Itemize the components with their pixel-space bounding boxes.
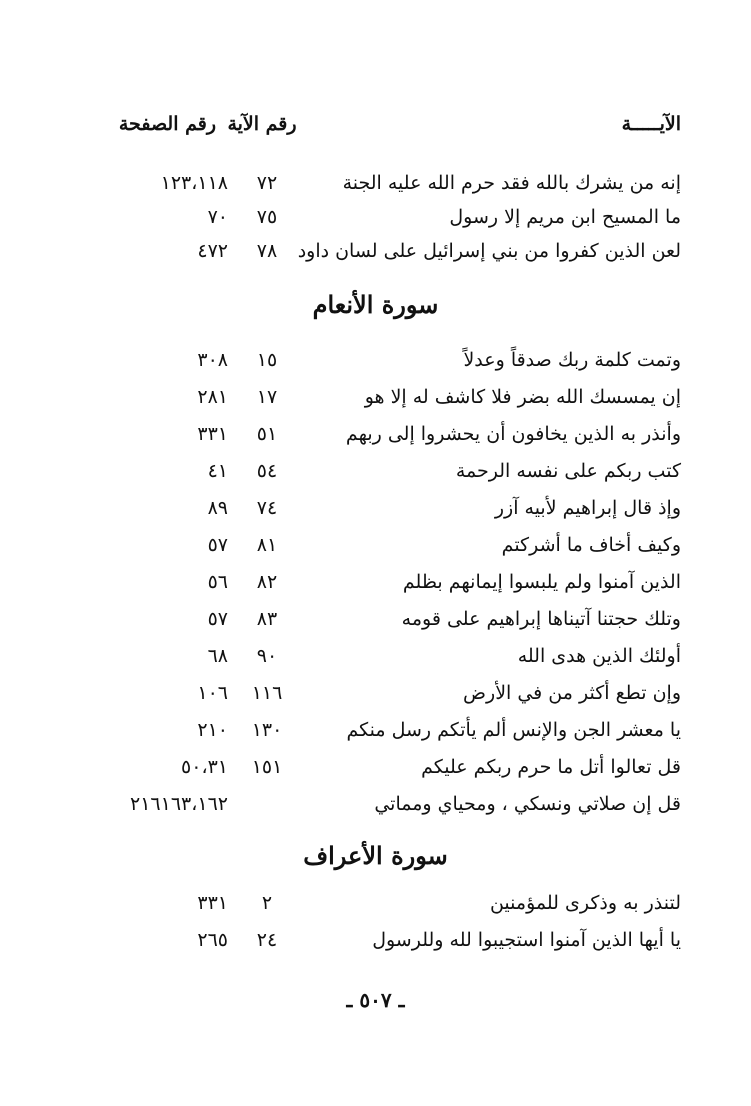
verse-text: كتب ربكم على نفسه الرحمة bbox=[455, 460, 681, 482]
verse-text: قل إن صلاتي ونسكي ، ومحياي ومماتي bbox=[374, 793, 681, 815]
page-folio-number: ـ ٥٠٧ ـ bbox=[346, 988, 405, 1012]
table-row bbox=[0, 418, 751, 450]
verse-text: أولئك الذين هدى الله bbox=[517, 645, 681, 667]
verse-text: يا معشر الجن والإنس ألم يأتكم رسل منكم bbox=[346, 719, 681, 741]
ayah-number: ٨٢ bbox=[256, 571, 278, 593]
verse-text: وكيف أخاف ما أشركتم bbox=[501, 534, 681, 556]
page-number: ٥٦ bbox=[207, 571, 228, 593]
ayah-number: ٩٠ bbox=[256, 645, 278, 667]
ayah-number: ٥٤ bbox=[256, 460, 278, 482]
ayah-number: ٧٥ bbox=[256, 206, 278, 228]
ayah-number: ١٥ bbox=[256, 349, 278, 371]
page-number: ٣٠٨ bbox=[197, 349, 228, 371]
verse-text: وإن تطع أكثر من في الأرض bbox=[463, 682, 681, 704]
table-row bbox=[0, 492, 751, 524]
table-row bbox=[0, 235, 751, 267]
verse-text: قل تعالوا أتل ما حرم ربكم عليكم bbox=[421, 756, 681, 778]
table-row bbox=[0, 640, 751, 672]
table-row bbox=[0, 924, 751, 956]
verse-text: إن يمسسك الله بضر فلا كاشف له إلا هو bbox=[364, 386, 681, 408]
verse-text: يا أيها الذين آمنوا استجيبوا لله وللرسول bbox=[372, 929, 681, 951]
ayah-number: ١٥١ bbox=[251, 756, 283, 778]
page-number: ٥٧ bbox=[207, 534, 228, 556]
table-row bbox=[0, 751, 751, 783]
verse-text: وتلك حجتنا آتيناها إبراهيم على قومه bbox=[401, 608, 681, 630]
table-row bbox=[0, 714, 751, 746]
header-verse: الآيـــــة bbox=[621, 113, 681, 135]
table-row bbox=[0, 788, 751, 820]
verse-text: وتمت كلمة ربك صدقاً وعدلاً bbox=[463, 349, 681, 371]
page-number: ٨٩ bbox=[207, 497, 228, 519]
page-number: ٤٧٢ bbox=[197, 240, 228, 262]
page-number: ٣٣١ bbox=[197, 892, 228, 914]
table-row bbox=[0, 887, 751, 919]
page-number: ٢١٦١٦٣،١٦٢ bbox=[130, 793, 228, 815]
verse-text: إنه من يشرك بالله فقد حرم الله عليه الجنة bbox=[342, 172, 681, 194]
page-number: ١٠٦ bbox=[197, 682, 228, 704]
surah-title: سورة الأعراف bbox=[303, 841, 448, 870]
table-row bbox=[0, 201, 751, 233]
page-number: ٢٦٥ bbox=[197, 929, 228, 951]
verse-text: الذين آمنوا ولم يلبسوا إيمانهم بظلم bbox=[402, 571, 681, 593]
page-number: ٤١ bbox=[207, 460, 228, 482]
table-row bbox=[0, 344, 751, 376]
ayah-number: ٨٣ bbox=[256, 608, 278, 630]
header-page-no: رقم الصفحة bbox=[118, 113, 216, 135]
ayah-number: ٧٨ bbox=[256, 240, 278, 262]
ayah-number: ١٧ bbox=[256, 386, 278, 408]
page-number: ٧٠ bbox=[207, 206, 228, 228]
ayah-number: ٥١ bbox=[256, 423, 278, 445]
table-row bbox=[0, 381, 751, 413]
table-row bbox=[0, 529, 751, 561]
page-number: ٦٨ bbox=[207, 645, 228, 667]
table-row bbox=[0, 603, 751, 635]
verse-text: وأنذر به الذين يخافون أن يحشروا إلى ربهم bbox=[345, 423, 681, 445]
page-number: ١٢٣،١١٨ bbox=[160, 172, 228, 194]
ayah-number: ٨١ bbox=[256, 534, 278, 556]
table-row bbox=[0, 677, 751, 709]
ayah-number: ١١٦ bbox=[251, 682, 283, 704]
page-number: ٥٧ bbox=[207, 608, 228, 630]
ayah-number: ٧٢ bbox=[256, 172, 278, 194]
page-number: ٣٣١ bbox=[197, 423, 228, 445]
ayah-number: ٧٤ bbox=[256, 497, 278, 519]
surah-title: سورة الأنعام bbox=[312, 290, 439, 319]
page-number: ٢١٠ bbox=[197, 719, 228, 741]
verse-text: لتنذر به وذكرى للمؤمنين bbox=[489, 892, 681, 914]
page-number: ٥٠،٣١ bbox=[181, 756, 228, 778]
ayah-number: ٢٤ bbox=[256, 929, 278, 951]
table-row bbox=[0, 566, 751, 598]
page-number: ٢٨١ bbox=[197, 386, 228, 408]
verse-text: لعن الذين كفروا من بني إسرائيل على لسان داود bbox=[297, 240, 681, 262]
table-row bbox=[0, 167, 751, 199]
verse-text: وإذ قال إبراهيم لأبيه آزر bbox=[494, 497, 681, 519]
table-row bbox=[0, 455, 751, 487]
ayah-number: ٢ bbox=[261, 892, 273, 914]
header-ayah-no: رقم الآية bbox=[227, 113, 297, 135]
column-header-row bbox=[0, 108, 751, 140]
verse-text: ما المسيح ابن مريم إلا رسول bbox=[449, 206, 681, 228]
ayah-number: ١٣٠ bbox=[251, 719, 283, 741]
